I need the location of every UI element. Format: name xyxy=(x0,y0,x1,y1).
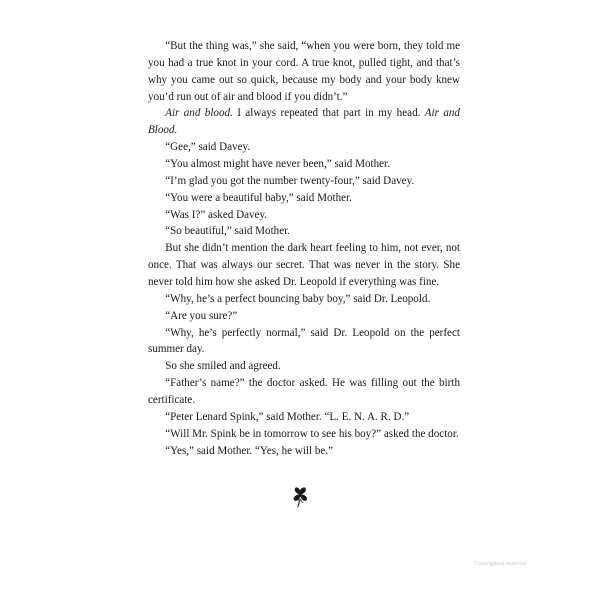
copyright-watermark: Copyrighted material xyxy=(474,561,526,567)
paragraph-2 xyxy=(148,105,460,139)
italic-phrase-air-and-blood: Air and blood. xyxy=(165,107,233,120)
paragraph-16: “Will Mr. Spink be in tomorrow to see his boy?” asked the doctor. xyxy=(165,427,459,440)
paragraph-2-middle: I always repeated that part in my head. xyxy=(232,107,425,120)
body-text xyxy=(148,38,460,459)
italic-phrase-air-and-blood-repeat: Air and Blood. xyxy=(148,107,460,137)
paragraph-17: “Yes,” said Mother. “Yes, he will be.” xyxy=(165,444,334,457)
paragraph-3: “Gee,” said Davey. xyxy=(165,141,251,154)
paragraph-4: “You almost might have never been,” said Mother. xyxy=(165,158,390,171)
paragraph-13: So she smiled and agreed. xyxy=(165,360,281,373)
paragraph-10: “Why, he’s a perfect bouncing baby boy,” said Dr. Leopold. xyxy=(165,292,431,305)
paragraph-11: “Are you sure?” xyxy=(165,309,238,322)
paragraph-9: But she didn’t mention the dark heart feeling to him, not ever, not once. That was always our secret. That was never in the story. She never told him how she asked Dr. Leopold if everything was fine. xyxy=(148,242,460,289)
paragraph-12: “Why, he’s perfectly normal,” said Dr. Leopold on the perfect summer day. xyxy=(148,326,460,356)
paragraph-8: “So beautiful,” said Mother. xyxy=(165,225,290,238)
floral-ornament-icon xyxy=(0,486,600,508)
paragraph-1: “But the thing was,” she said, “when you were born, they told me you had a true knot in your cord. A true knot, pulled tight, and that’s why you came out so quick, because my body and your body knew you’d run out of air and blood if you didn’t.” xyxy=(148,40,460,103)
paragraph-6: “You were a beautiful baby,” said Mother. xyxy=(165,191,352,204)
paragraph-14: “Father’s name?” the doctor asked. He was filling out the birth certificate. xyxy=(148,377,460,407)
paragraph-15: “Peter Lenard Spink,” said Mother. “L. E. N. A. R. D.” xyxy=(165,410,410,423)
paragraph-7: “Was I?” asked Davey. xyxy=(165,208,268,221)
paragraph-5: “I’m glad you got the number twenty-four,” said Davey. xyxy=(165,174,415,187)
